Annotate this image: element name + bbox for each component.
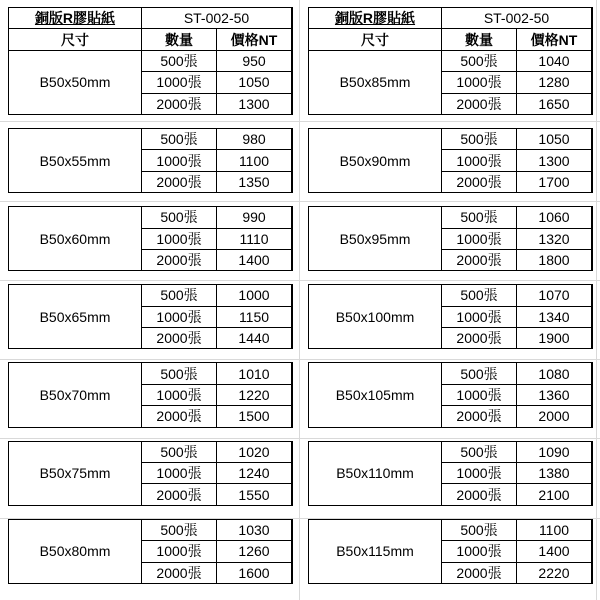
qty-cell: 2000張 [142, 94, 216, 114]
qty-cell: 500張 [442, 520, 516, 540]
price-cell: 1280 [517, 72, 591, 92]
price-cell: 1060 [517, 207, 591, 227]
price-block [308, 362, 593, 427]
qty-cell: 1000張 [442, 307, 516, 327]
price-cell: 1050 [517, 129, 591, 149]
gridline-vertical [596, 0, 597, 600]
price-cell: 2000 [517, 406, 591, 426]
price-block [8, 284, 293, 349]
price-table-column-1 [8, 7, 293, 584]
price-block [308, 7, 593, 115]
price-tables [8, 7, 593, 584]
size-cell: B50x50mm [9, 51, 141, 114]
qty-cell: 2000張 [442, 406, 516, 426]
price-block [308, 206, 593, 271]
price-cell: 1320 [517, 229, 591, 249]
qty-cell: 500張 [142, 442, 216, 462]
qty-cell: 1000張 [142, 307, 216, 327]
product-code: ST-002-50 [142, 8, 291, 28]
qty-cell: 1000張 [142, 72, 216, 92]
price-cell: 1340 [517, 307, 591, 327]
price-cell: 1050 [217, 72, 291, 92]
size-cell: B50x55mm [9, 129, 141, 192]
price-table-column-2 [308, 7, 593, 584]
price-block [8, 206, 293, 271]
qty-cell: 2000張 [442, 484, 516, 504]
qty-cell: 500張 [142, 285, 216, 305]
price-cell: 980 [217, 129, 291, 149]
price-cell: 1100 [517, 520, 591, 540]
price-cell: 1300 [517, 150, 591, 170]
price-block [308, 519, 593, 584]
price-block [8, 519, 293, 584]
price-cell: 1020 [217, 442, 291, 462]
size-cell: B50x70mm [9, 363, 141, 426]
qty-cell: 2000張 [142, 484, 216, 504]
qty-cell: 2000張 [442, 172, 516, 192]
price-cell: 1350 [217, 172, 291, 192]
size-cell: B50x90mm [309, 129, 441, 192]
price-cell: 1360 [517, 385, 591, 405]
qty-cell: 1000張 [442, 150, 516, 170]
price-block [8, 7, 293, 115]
size-cell: B50x75mm [9, 442, 141, 505]
product-title: 銅版R膠貼紙 [9, 8, 141, 28]
qty-cell: 500張 [442, 285, 516, 305]
qty-cell: 1000張 [142, 150, 216, 170]
price-cell: 1800 [517, 250, 591, 270]
price-cell: 1000 [217, 285, 291, 305]
price-cell: 1090 [517, 442, 591, 462]
qty-cell: 500張 [142, 363, 216, 383]
qty-cell: 2000張 [142, 563, 216, 583]
qty-cell: 1000張 [142, 463, 216, 483]
size-cell: B50x100mm [309, 285, 441, 348]
qty-cell: 2000張 [142, 406, 216, 426]
size-cell: B50x105mm [309, 363, 441, 426]
size-cell: B50x65mm [9, 285, 141, 348]
qty-cell: 1000張 [442, 541, 516, 561]
product-code: ST-002-50 [442, 8, 591, 28]
price-cell: 1110 [217, 229, 291, 249]
price-block [308, 128, 593, 193]
price-cell: 1070 [517, 285, 591, 305]
price-cell: 1400 [517, 541, 591, 561]
price-cell: 1600 [217, 563, 291, 583]
qty-cell: 500張 [442, 51, 516, 71]
qty-cell: 500張 [442, 442, 516, 462]
size-cell: B50x115mm [309, 520, 441, 583]
column-header-qty: 數量 [142, 29, 216, 49]
size-cell: B50x110mm [309, 442, 441, 505]
price-cell: 1440 [217, 328, 291, 348]
price-block [8, 441, 293, 506]
price-cell: 1900 [517, 328, 591, 348]
price-cell: 1380 [517, 463, 591, 483]
price-cell: 1240 [217, 463, 291, 483]
qty-cell: 2000張 [442, 94, 516, 114]
qty-cell: 2000張 [442, 563, 516, 583]
price-cell: 1400 [217, 250, 291, 270]
qty-cell: 2000張 [442, 250, 516, 270]
column-header-price: 價格NT [217, 29, 291, 49]
column-header-size: 尺寸 [309, 29, 441, 49]
price-cell: 2100 [517, 484, 591, 504]
qty-cell: 500張 [442, 129, 516, 149]
qty-cell: 1000張 [142, 541, 216, 561]
size-cell: B50x85mm [309, 51, 441, 114]
price-block [308, 441, 593, 506]
qty-cell: 2000張 [142, 328, 216, 348]
price-cell: 1100 [217, 150, 291, 170]
price-cell: 1550 [217, 484, 291, 504]
price-cell: 1260 [217, 541, 291, 561]
price-cell: 1080 [517, 363, 591, 383]
price-cell: 1220 [217, 385, 291, 405]
qty-cell: 1000張 [442, 72, 516, 92]
qty-cell: 500張 [142, 520, 216, 540]
price-cell: 990 [217, 207, 291, 227]
qty-cell: 500張 [442, 207, 516, 227]
price-cell: 1040 [517, 51, 591, 71]
price-cell: 1010 [217, 363, 291, 383]
qty-cell: 2000張 [442, 328, 516, 348]
product-title: 銅版R膠貼紙 [309, 8, 441, 28]
column-header-price: 價格NT [517, 29, 591, 49]
price-cell: 1030 [217, 520, 291, 540]
qty-cell: 1000張 [442, 463, 516, 483]
qty-cell: 1000張 [142, 229, 216, 249]
qty-cell: 500張 [142, 51, 216, 71]
price-block [8, 362, 293, 427]
qty-cell: 500張 [442, 363, 516, 383]
size-cell: B50x80mm [9, 520, 141, 583]
qty-cell: 500張 [142, 129, 216, 149]
qty-cell: 2000張 [142, 172, 216, 192]
size-cell: B50x60mm [9, 207, 141, 270]
column-header-size: 尺寸 [9, 29, 141, 49]
price-cell: 950 [217, 51, 291, 71]
column-header-qty: 數量 [442, 29, 516, 49]
price-cell: 1650 [517, 94, 591, 114]
price-block [308, 284, 593, 349]
size-cell: B50x95mm [309, 207, 441, 270]
price-block [8, 128, 293, 193]
price-cell: 1150 [217, 307, 291, 327]
price-cell: 1500 [217, 406, 291, 426]
qty-cell: 1000張 [442, 385, 516, 405]
qty-cell: 1000張 [142, 385, 216, 405]
price-cell: 1300 [217, 94, 291, 114]
price-cell: 1700 [517, 172, 591, 192]
price-cell: 2220 [517, 563, 591, 583]
qty-cell: 2000張 [142, 250, 216, 270]
qty-cell: 500張 [142, 207, 216, 227]
qty-cell: 1000張 [442, 229, 516, 249]
